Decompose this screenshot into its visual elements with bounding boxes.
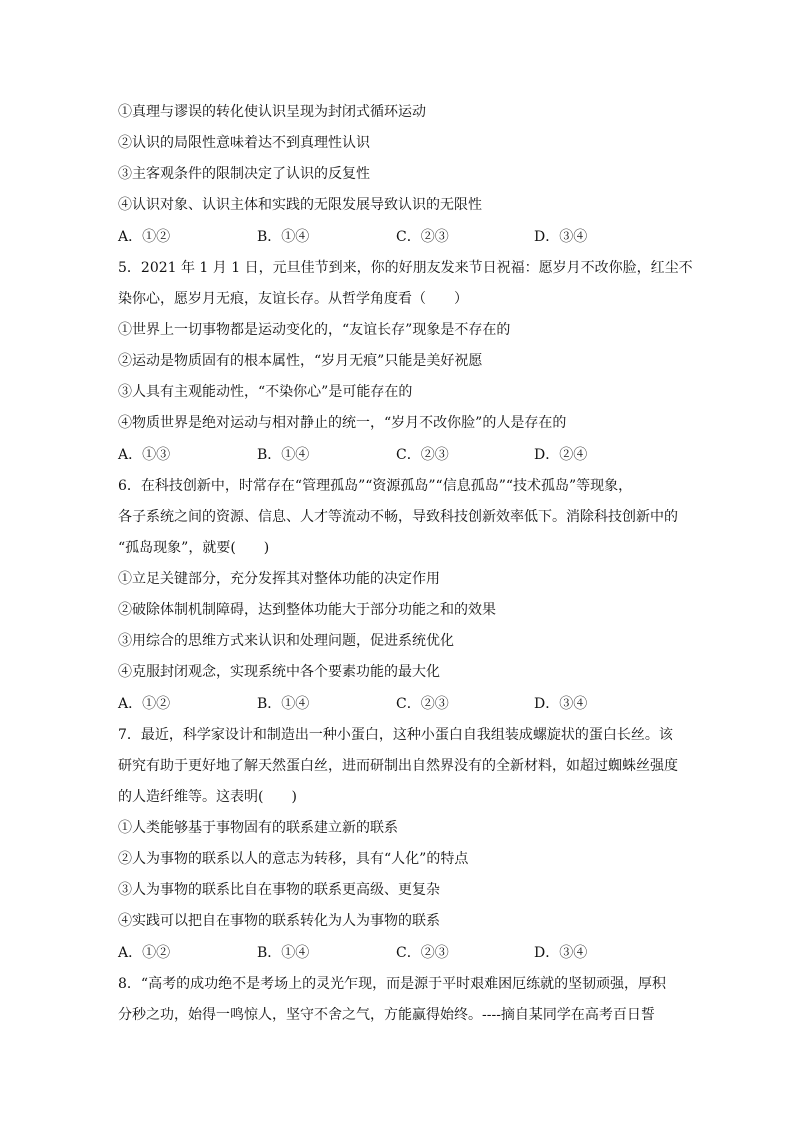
q6-item-2: ②破除体制机制障碍，达到整体功能大于部分功能之和的效果 [118, 602, 496, 618]
q4-option-a[interactable]: A．①② [118, 229, 171, 245]
q4-item-3: ③主客观条件的限制决定了认识的反复性 [118, 166, 370, 182]
q7-item-3: ③人为事物的联系比自在事物的联系更高级、更复杂 [118, 882, 440, 898]
q6-stem-line-1: 6．在科技创新中，时常存在“管理孤岛”“资源孤岛”“信息孤岛”“技术孤岛”等现象， [118, 478, 633, 494]
q5-option-c[interactable]: C．②③ [396, 447, 449, 463]
q5-option-a[interactable]: A．①③ [118, 447, 171, 463]
q7-item-2: ②人为事物的联系以人的意志为转移，具有“人化”的特点 [118, 851, 469, 867]
q8-stem-line-1: 8．“高考的成功绝不是考场上的灵光乍现，而是源于平时艰难困厄练就的坚韧顽强，厚积 [118, 976, 667, 992]
q6-option-a[interactable]: A．①② [118, 696, 171, 712]
q6-item-4: ④克服封闭观念，实现系统中各个要素功能的最大化 [118, 664, 440, 680]
q5-item-1: ①世界上一切事物都是运动变化的，“友谊长存”现象是不存在的 [118, 322, 511, 338]
q4-option-d[interactable]: D．③④ [534, 229, 588, 245]
q5-stem-line-2: 染你心，愿岁月无痕，友谊长存。从哲学角度看（ ） [118, 291, 468, 307]
q5-options [118, 445, 678, 465]
q7-option-a[interactable]: A．①② [118, 945, 171, 961]
q5-item-3: ③人具有主观能动性，“不染你心”是可能存在的 [118, 384, 413, 400]
q6-option-b[interactable]: B．①④ [257, 696, 310, 712]
q7-stem-line-3: 的人造纤维等。这表明( ) [118, 789, 297, 805]
q6-stem-line-3: “孤岛现象”，就要( ) [118, 540, 270, 556]
q6-option-d[interactable]: D．③④ [534, 696, 588, 712]
q7-option-d[interactable]: D．③④ [534, 945, 588, 961]
q6-option-c[interactable]: C．②③ [396, 696, 449, 712]
q4-item-1: ①真理与谬误的转化使认识呈现为封闭式循环运动 [118, 104, 426, 120]
q6-item-3: ③用综合的思维方式来认识和处理问题，促进系统优化 [118, 633, 454, 649]
q5-stem-line-1: 5．2021 年 1 月 1 日，元旦佳节到来，你的好朋友发来节日祝福：愿岁月不改你脸，红尘不 [118, 260, 693, 276]
q5-item-2: ②运动是物质固有的根本属性，“岁月无痕”只能是美好祝愿 [118, 353, 483, 369]
q6-options [118, 694, 678, 714]
q7-option-c[interactable]: C．②③ [396, 945, 449, 961]
q6-stem-line-2: 各子系统之间的资源、信息、人才等流动不畅，导致科技创新效率低下。消除科技创新中的 [118, 509, 678, 525]
q7-item-1: ①人类能够基于事物固有的联系建立新的联系 [118, 820, 398, 836]
q5-option-b[interactable]: B．①④ [257, 447, 310, 463]
q7-stem-line-1: 7．最近，科学家设计和制造出一种小蛋白，这种小蛋白自我组装成螺旋状的蛋白长丝。该 [118, 727, 673, 743]
q5-option-d[interactable]: D．②④ [534, 447, 588, 463]
q7-options [118, 943, 678, 963]
q8-stem-line-2: 分秒之功，始得一鸣惊人，坚守不舍之气，方能赢得始终。----摘自某同学在高考百日誓 [118, 1007, 655, 1023]
q4-item-2: ②认识的局限性意味着达不到真理性认识 [118, 135, 370, 151]
q7-item-4: ④实践可以把自在事物的联系转化为人为事物的联系 [118, 913, 440, 929]
q7-stem-line-2: 研究有助于更好地了解天然蛋白丝，进而研制出自然界没有的全新材料，如超过蜘蛛丝强度 [118, 758, 678, 774]
q4-options [118, 227, 678, 247]
q5-item-4: ④物质世界是绝对运动与相对静止的统一，“岁月不改你脸”的人是存在的 [118, 415, 567, 431]
q6-item-1: ①立足关键部分，充分发挥其对整体功能的决定作用 [118, 571, 440, 587]
q7-option-b[interactable]: B．①④ [257, 945, 310, 961]
q4-option-b[interactable]: B．①④ [257, 229, 310, 245]
q4-item-4: ④认识对象、认识主体和实践的无限发展导致认识的无限性 [118, 197, 482, 213]
q4-option-c[interactable]: C．②③ [396, 229, 449, 245]
